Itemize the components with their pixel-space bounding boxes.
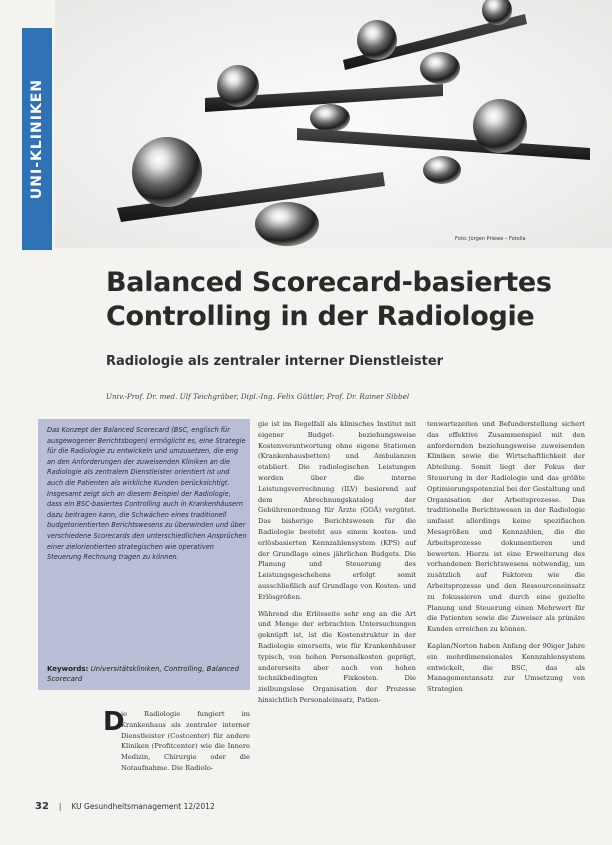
chrome-ball — [132, 137, 202, 207]
drop-cap: D — [103, 707, 125, 737]
abstract-text: Das Konzept der Balanced Scorecard (BSC, englisch für ausgewogener Berichtsbogen) ermöglicht es, eine Strategie für die Radiologie zu entwickeln und umzusetzen, die eng an den Anforderungen der zuweisenden Kliniken an die Radiologie als zentralem Dienstleister orientiert ist und auch die Patienten als wirkliche Kunden berücksichtigt. Insgesamt zeigt sich an diesem Beispiel der Radiologie, dass ein BSC-basiertes Controlling auch in Krankenhäusern dazu beitragen kann, die Schwächen eines traditionell budgetorientierten Berichtswesens zu überwinden und über verschiedene Scorecards den unterschiedlichen Ansprüchen einer zielorientierten strategischen wie operativen Steuerung Rechnung tragen zu können. — [47, 426, 247, 562]
chrome-ball — [217, 65, 259, 107]
pivot-ball — [310, 104, 350, 132]
section-label-text: UNI-KLINIKEN — [29, 78, 46, 200]
keywords — [47, 664, 243, 684]
page-footer — [35, 801, 215, 812]
body-paragraph: gie ist im Regelfall als klinisches Institut mit eigener Budget- beziehungsweise Kostenverantwortung ohne eigene Stationen (Krankenhausbetten) und Ambulanzen etabliert. Die radiologischen Leistungen werden über die interne Leistungsverrechnung (ILV) basierend auf dem Abrechnungskatalog der Gebührenordnung für Ärzte (GOÄ) vergütet. Das bisherige Berichtswesen für die Radiologie besteht aus einem kosten- und erlösbasierten Kennzahlensystem (KPS) auf der Grundlage eines jährlichen Budgets. Die Planung und Steuerung des Leistungsgeschehens erfolgt somit ausschließlich auf Grundlage von Kosten- und Erlösgrößen. — [258, 420, 416, 601]
body-paragraph: Kaplan/Norton haben Anfang der 90iger Jahre ein mehrdimensionales Kennzahlensystem entwickelt, die BSC, das als Managementansatz zur Umsetzung von Strategien — [427, 641, 585, 694]
body-paragraph: ie Radiologie fungiert im Krankenhaus als zentraler interner Dienstleister (Costcenter) für andere Kliniken (Profitcenter) wie die Innere Medizin, Chirurgie oder die Notaufnahme. Die Radiolo- — [121, 710, 250, 772]
body-column-2 — [258, 419, 416, 781]
author-line: Univ.-Prof. Dr. med. Ulf Teichgräber, Dipl.-Ing. Felix Güttler, Prof. Dr. Rainer Sibbel — [106, 392, 410, 401]
chrome-ball — [357, 20, 397, 60]
body-column-3 — [427, 419, 585, 781]
chrome-ball — [473, 99, 527, 153]
body-paragraph: tenwartezeiten und Befunderstellung sichert das effektive Zusammenspiel mit den anfordernden beziehungsweise zuweisenden Kliniken sowie die Wirtschaftlichkeit der Abteilung. Somit liegt der Fokus der Steuerung in der Radiologie und das größte Optimierungspotenzial bei der Gestaltung und Organisation der Arbeitsprozesse. Das traditionelle Berichtswesen in der Radiologie umfasst allerdings keine spezifischen Messgrößen und Kennzahlen, die die Arbeitsprozesse dokumentieren und bewerten. Hierzu ist eine Erweiterung des vorhandenen Berichtswesens notwendig, um zusätzlich auf Faktoren wie die Arbeitsprozesse und den Ressourceneinsatz zu fokussieren und durch eine gezielte Planung und Steuerung einen Mehrwert für die Patienten sowie die Zuweiser als primäre Kunden erreichen zu können. — [427, 420, 585, 634]
photo-credit: Foto: Jürgen Priewe – Fotolia — [455, 236, 526, 242]
article-subtitle: Radiologie als zentraler interner Dienstleister — [106, 354, 444, 369]
journal-name: KU Gesundheitsmanagement 12/2012 — [71, 802, 215, 811]
page-number: 32 — [35, 801, 49, 812]
hero-image — [55, 0, 612, 248]
footer-separator: | — [58, 802, 62, 811]
body-paragraph: Während die Erlösseite sehr eng an die Art und Menge der erbrachten Untersuchungen geknüpft ist, ist die Kostenstruktur in der Radiologie einerseits, wie für Krankenhäuser typisch, von hohen Personalkosten geprägt, andererseits aber auch von hohen technikbedingten Fixkosten. Die zielbungslose Organisation der Prozesse hinsichtlich Personaleinsatz, Patien- — [258, 609, 416, 704]
pivot-ball — [255, 202, 319, 246]
pivot-ball — [423, 156, 461, 184]
section-label — [22, 28, 52, 250]
body-column-1 — [121, 709, 250, 772]
keywords-text: Universitätskliniken, Controlling, Balanced Scorecard — [47, 665, 240, 683]
pivot-ball — [420, 52, 460, 84]
article-title: Balanced Scorecard-basiertes Controlling in der Radiologie — [106, 267, 552, 332]
keywords-label: Keywords: — [47, 665, 89, 673]
